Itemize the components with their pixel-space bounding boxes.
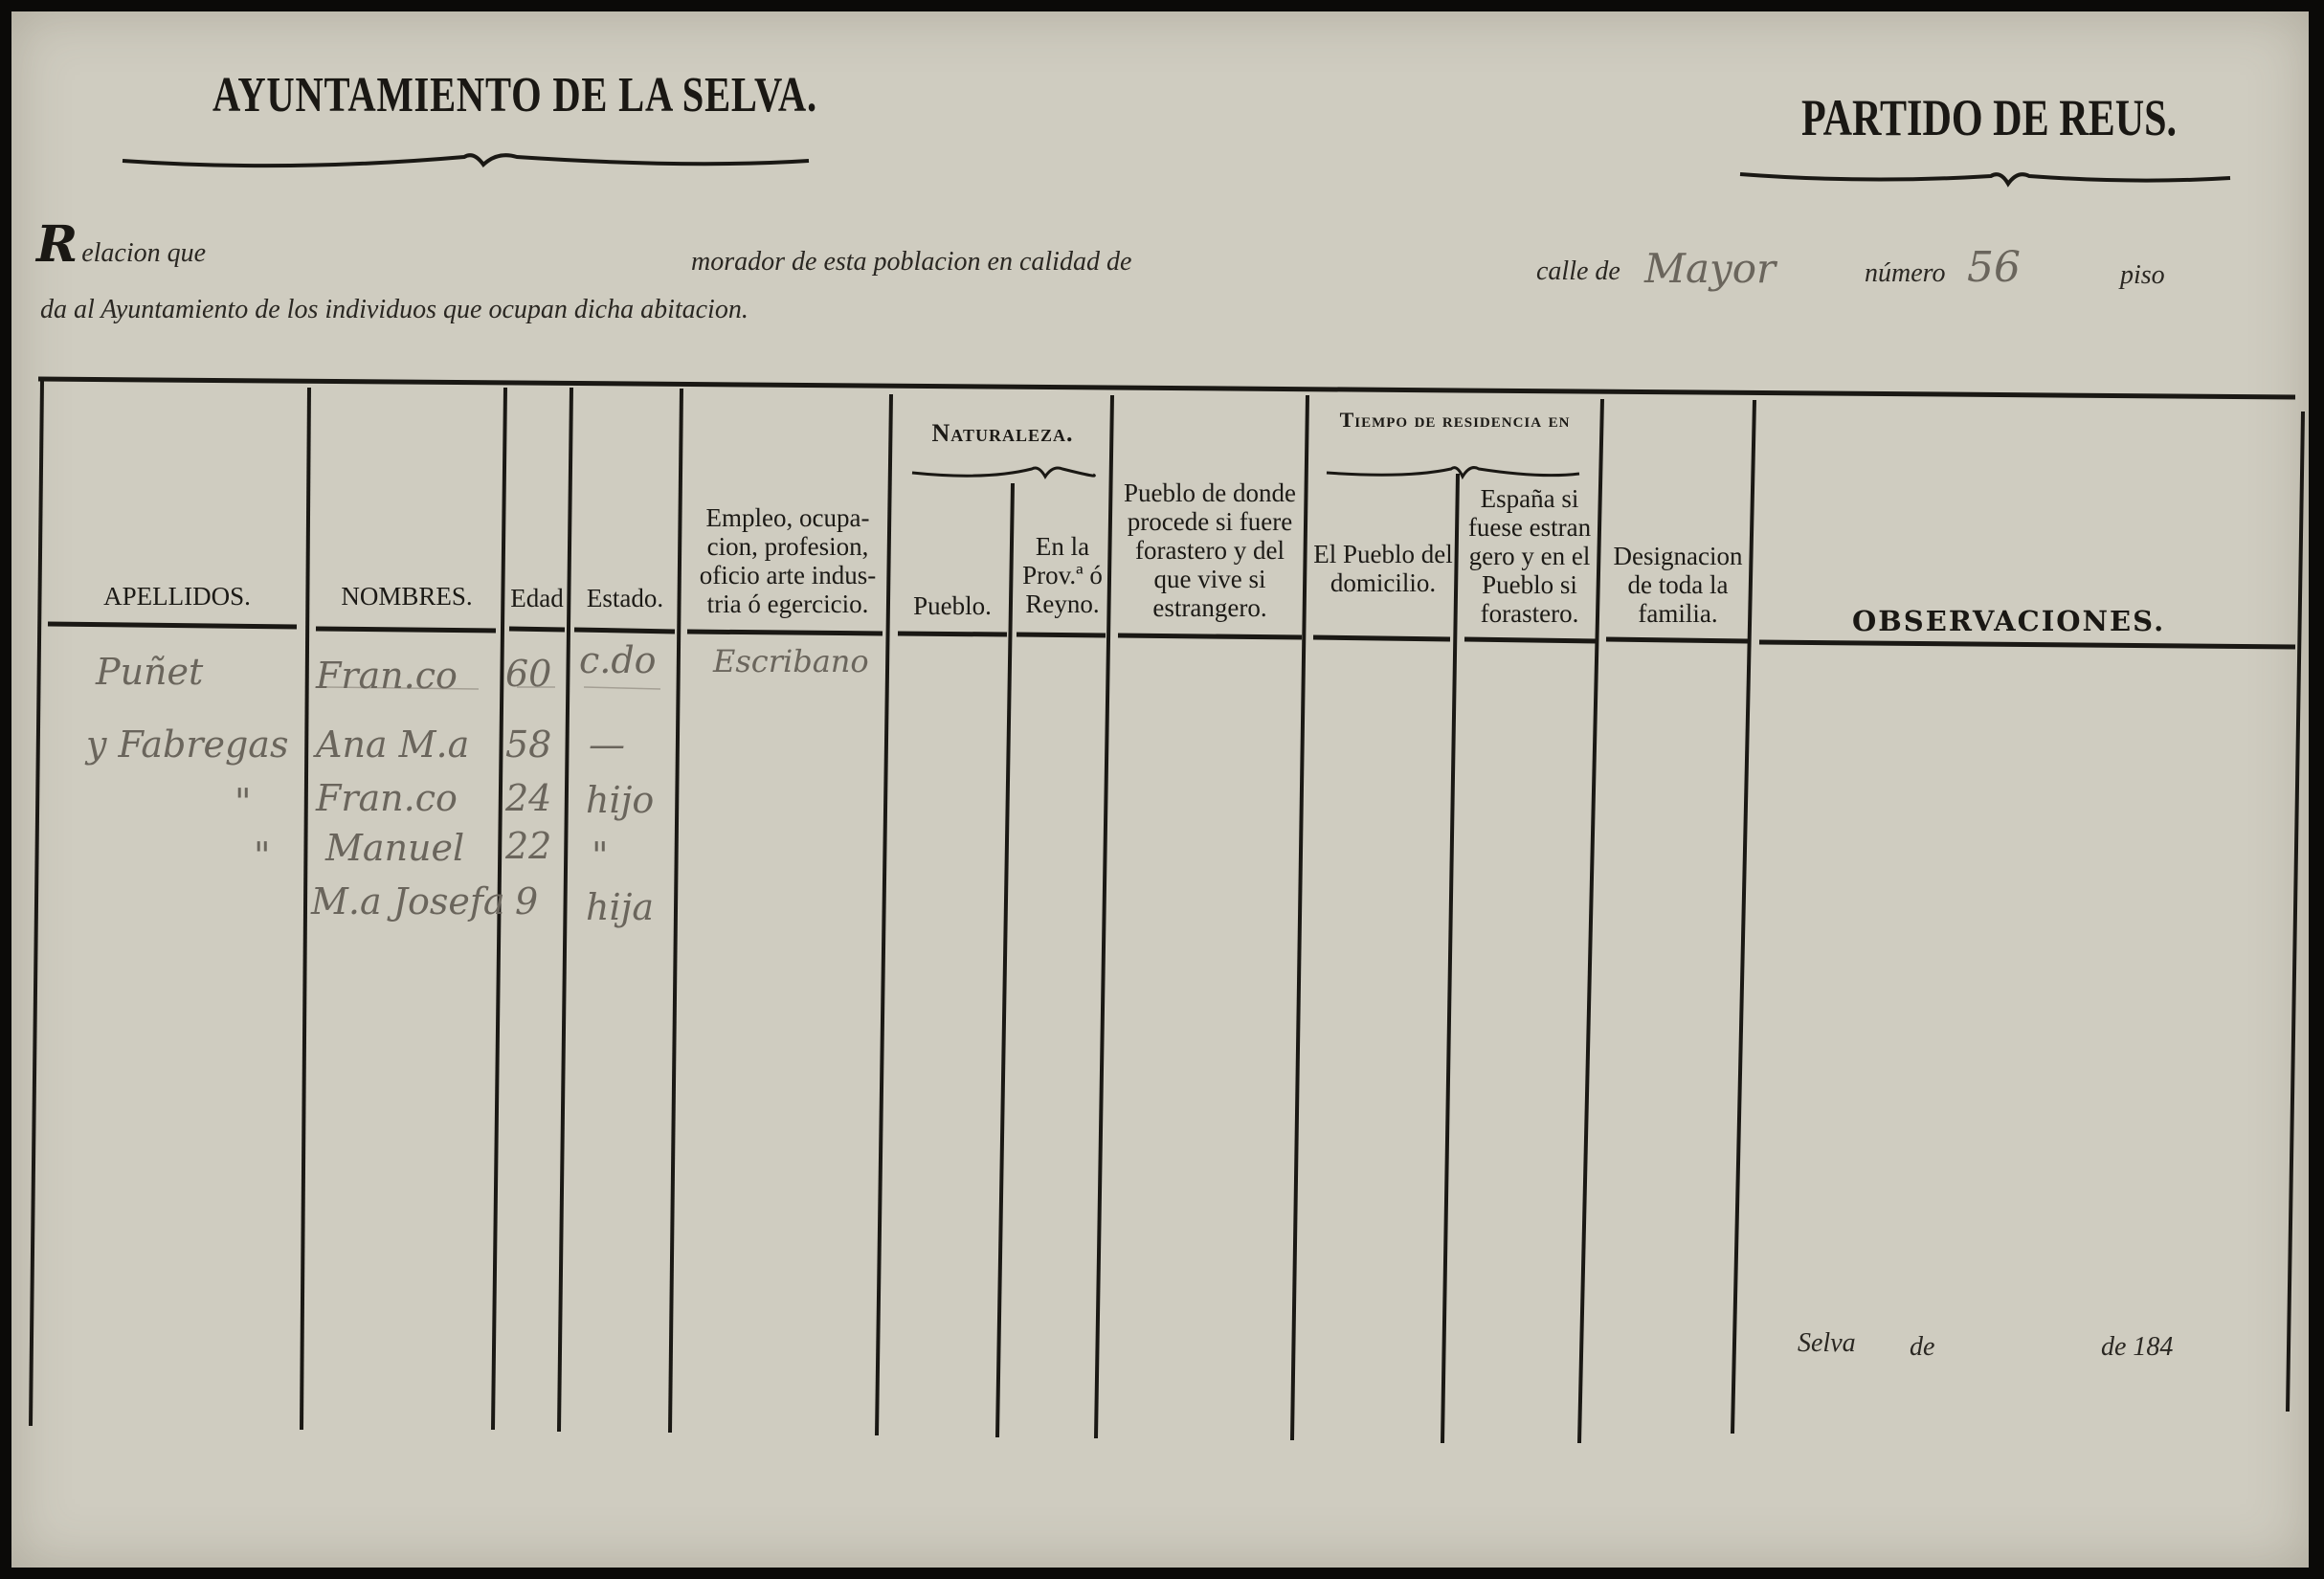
col-designacion: Designacion de toda la familia. <box>1613 542 1743 628</box>
row-apellidos: y Fabregas <box>86 723 289 766</box>
row-nombres: Manuel <box>325 827 465 869</box>
col-nombres: NOMBRES. <box>341 582 473 611</box>
district-title: PARTIDO DE REUS. <box>1801 89 2178 146</box>
footer-place: Selva <box>1798 1328 1856 1358</box>
col-pueblo: Pueblo. <box>913 591 992 620</box>
col-procede: Pueblo de donde procede si fuere forastero y del que vive si estrangero. <box>1124 478 1296 622</box>
municipality-title: AYUNTAMIENTO DE LA SELVA. <box>212 68 817 122</box>
row-edad: 58 <box>505 723 552 766</box>
row-nombres: M.a Josefa <box>311 880 505 923</box>
row-estado: hija <box>586 886 655 928</box>
footer-de-1: de <box>1910 1332 1935 1362</box>
row-apellidos: " <box>254 834 271 877</box>
col-pueblo-domicilio: El Pueblo del domicilio. <box>1313 540 1453 597</box>
row-nombres: Ana M.a <box>316 723 470 766</box>
row-empleo: Escribano <box>713 643 869 679</box>
col-espana: España si fuese estran gero y en el Pueblo si forastero. <box>1467 484 1592 628</box>
col-edad: Edad <box>510 584 564 612</box>
col-provincia: En la Prov.ª ó Reyno. <box>1022 532 1103 618</box>
row-nombres: Fran.co <box>316 655 458 697</box>
row-estado: " <box>592 834 609 877</box>
row-apellidos: " <box>235 781 252 823</box>
intro-text-a: elacion que <box>81 238 207 268</box>
intro-initial: R <box>36 215 78 274</box>
number-label: número <box>1865 258 1946 288</box>
row-estado: c.do <box>579 639 657 681</box>
row-estado: — <box>589 723 625 766</box>
row-apellidos: Puñet <box>96 651 204 693</box>
col-tiempo-residencia: Tiempo de residencia en <box>1339 408 1571 432</box>
number-value: 56 <box>1967 243 2021 292</box>
col-apellidos: APELLIDOS. <box>103 582 251 611</box>
row-edad: 22 <box>505 825 552 867</box>
street-value: Mayor <box>1644 245 1777 292</box>
floor-label: piso <box>2120 260 2165 290</box>
row-edad: 9 <box>515 880 539 923</box>
footer-de-2: de 184 <box>2101 1332 2174 1362</box>
row-estado: hijo <box>586 779 655 821</box>
intro-text-b: morador de esta poblacion en calidad de <box>691 247 1132 277</box>
intro-line-2: da al Ayuntamiento de los individuos que ocupan dicha abitacion. <box>40 295 749 324</box>
row-edad: 24 <box>505 777 552 819</box>
row-nombres: Fran.co <box>316 777 458 819</box>
row-edad: 60 <box>505 653 552 695</box>
col-estado: Estado. <box>586 584 664 612</box>
col-observaciones: OBSERVACIONES. <box>1852 605 2166 637</box>
col-empleo: Empleo, ocupa- cion, profesion, oficio arte indus- tria ó egercicio. <box>699 503 877 618</box>
street-label: calle de <box>1536 256 1620 286</box>
col-naturaleza: Naturaleza. <box>931 419 1074 447</box>
